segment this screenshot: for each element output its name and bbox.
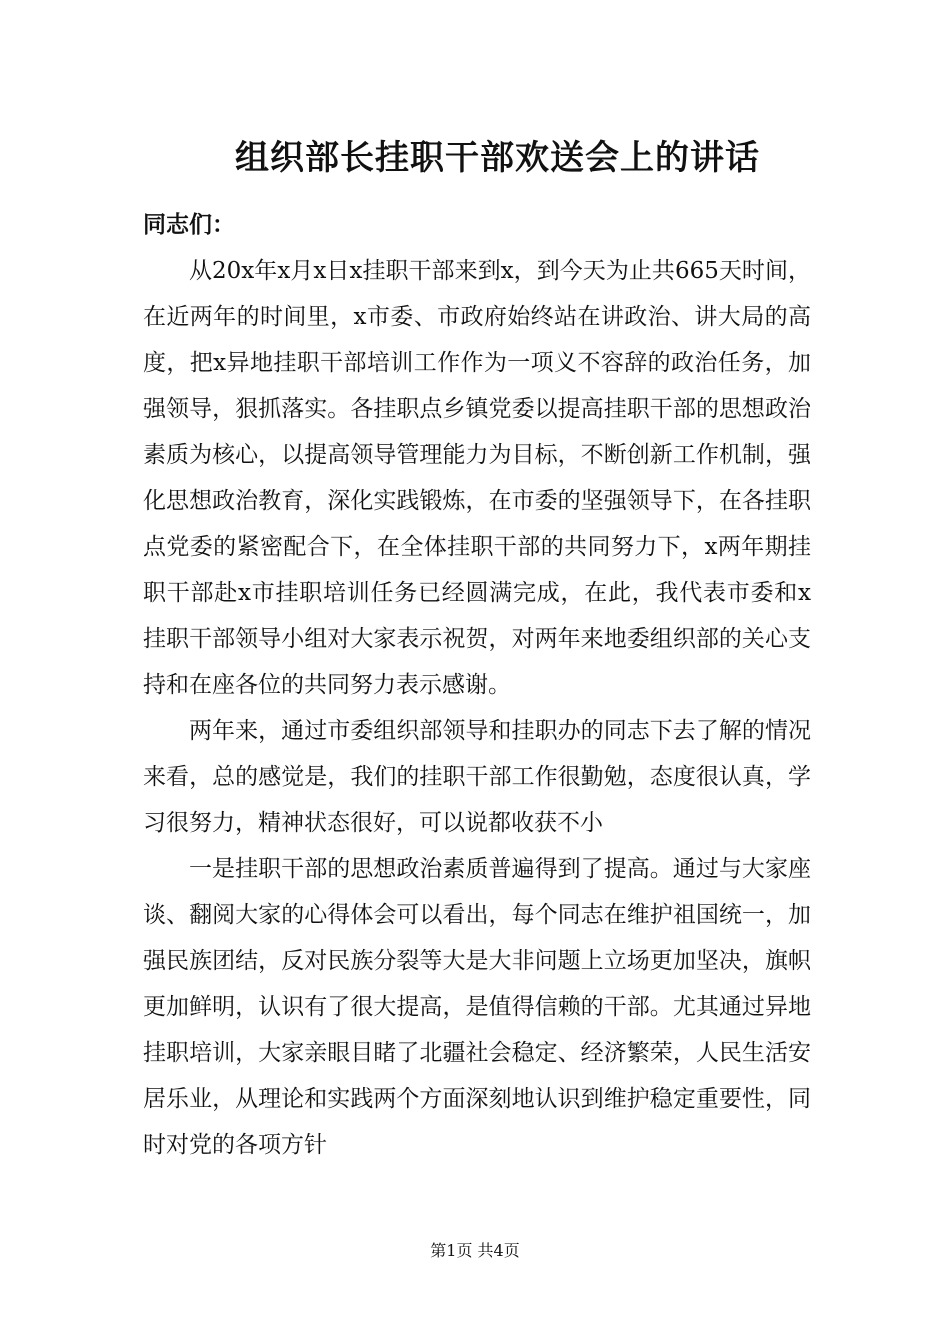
document-title: 组织部长挂职干部欢送会上的讲话 [235, 138, 760, 178]
salutation: 同志们： [143, 211, 235, 238]
document-body [143, 202, 811, 1168]
paragraph: 两年来，通过市委组织部领导和挂职办的同志下去了解的情况来看，总的感觉是，我们的挂职干部工作很勤勉，态度很认真，学习很努力，精神状态很好，可以说都收获不小 [143, 718, 811, 836]
paragraph: 一是挂职干部的思想政治素质普遍得到了提高。通过与大家座谈、翻阅大家的心得体会可以看出，每个同志在维护祖国统一，加强民族团结，反对民族分裂等大是大非问题上立场更加坚决，旗帜更加鲜明，认识有了很大提高，是值得信赖的干部。尤其通过异地挂职培训，大家亲眼目睹了北疆社会稳定、经济繁荣，人民生活安居乐业，从理论和实践两个方面深刻地认识到维护稳定重要性，同时对党的各项方针 [143, 856, 811, 1158]
paragraph: 从20x年x月x日x挂职干部来到x，到今天为止共665天时间，在近两年的时间里，x市委、市政府始终站在讲政治、讲大局的高度，把x异地挂职干部培训工作作为一项义不容辞的政治任务，加强领导，狠抓落实。各挂职点乡镇党委以提高挂职干部的思想政治素质为核心，以提高领导管理能力为目标，不断创新工作机制，强化思想政治教育，深化实践锻炼，在市委的坚强领导下，在各挂职点党委的紧密配合下，在全体挂职干部的共同努力下，x两年期挂职干部赴x市挂职培训任务已经圆满完成，在此，我代表市委和x挂职干部领导小组对大家表示祝贺，对两年来地委组织部的关心支持和在座各位的共同努力表示感谢。 [143, 258, 811, 698]
page-number-footer: 第1页 共4页 [430, 1241, 520, 1260]
